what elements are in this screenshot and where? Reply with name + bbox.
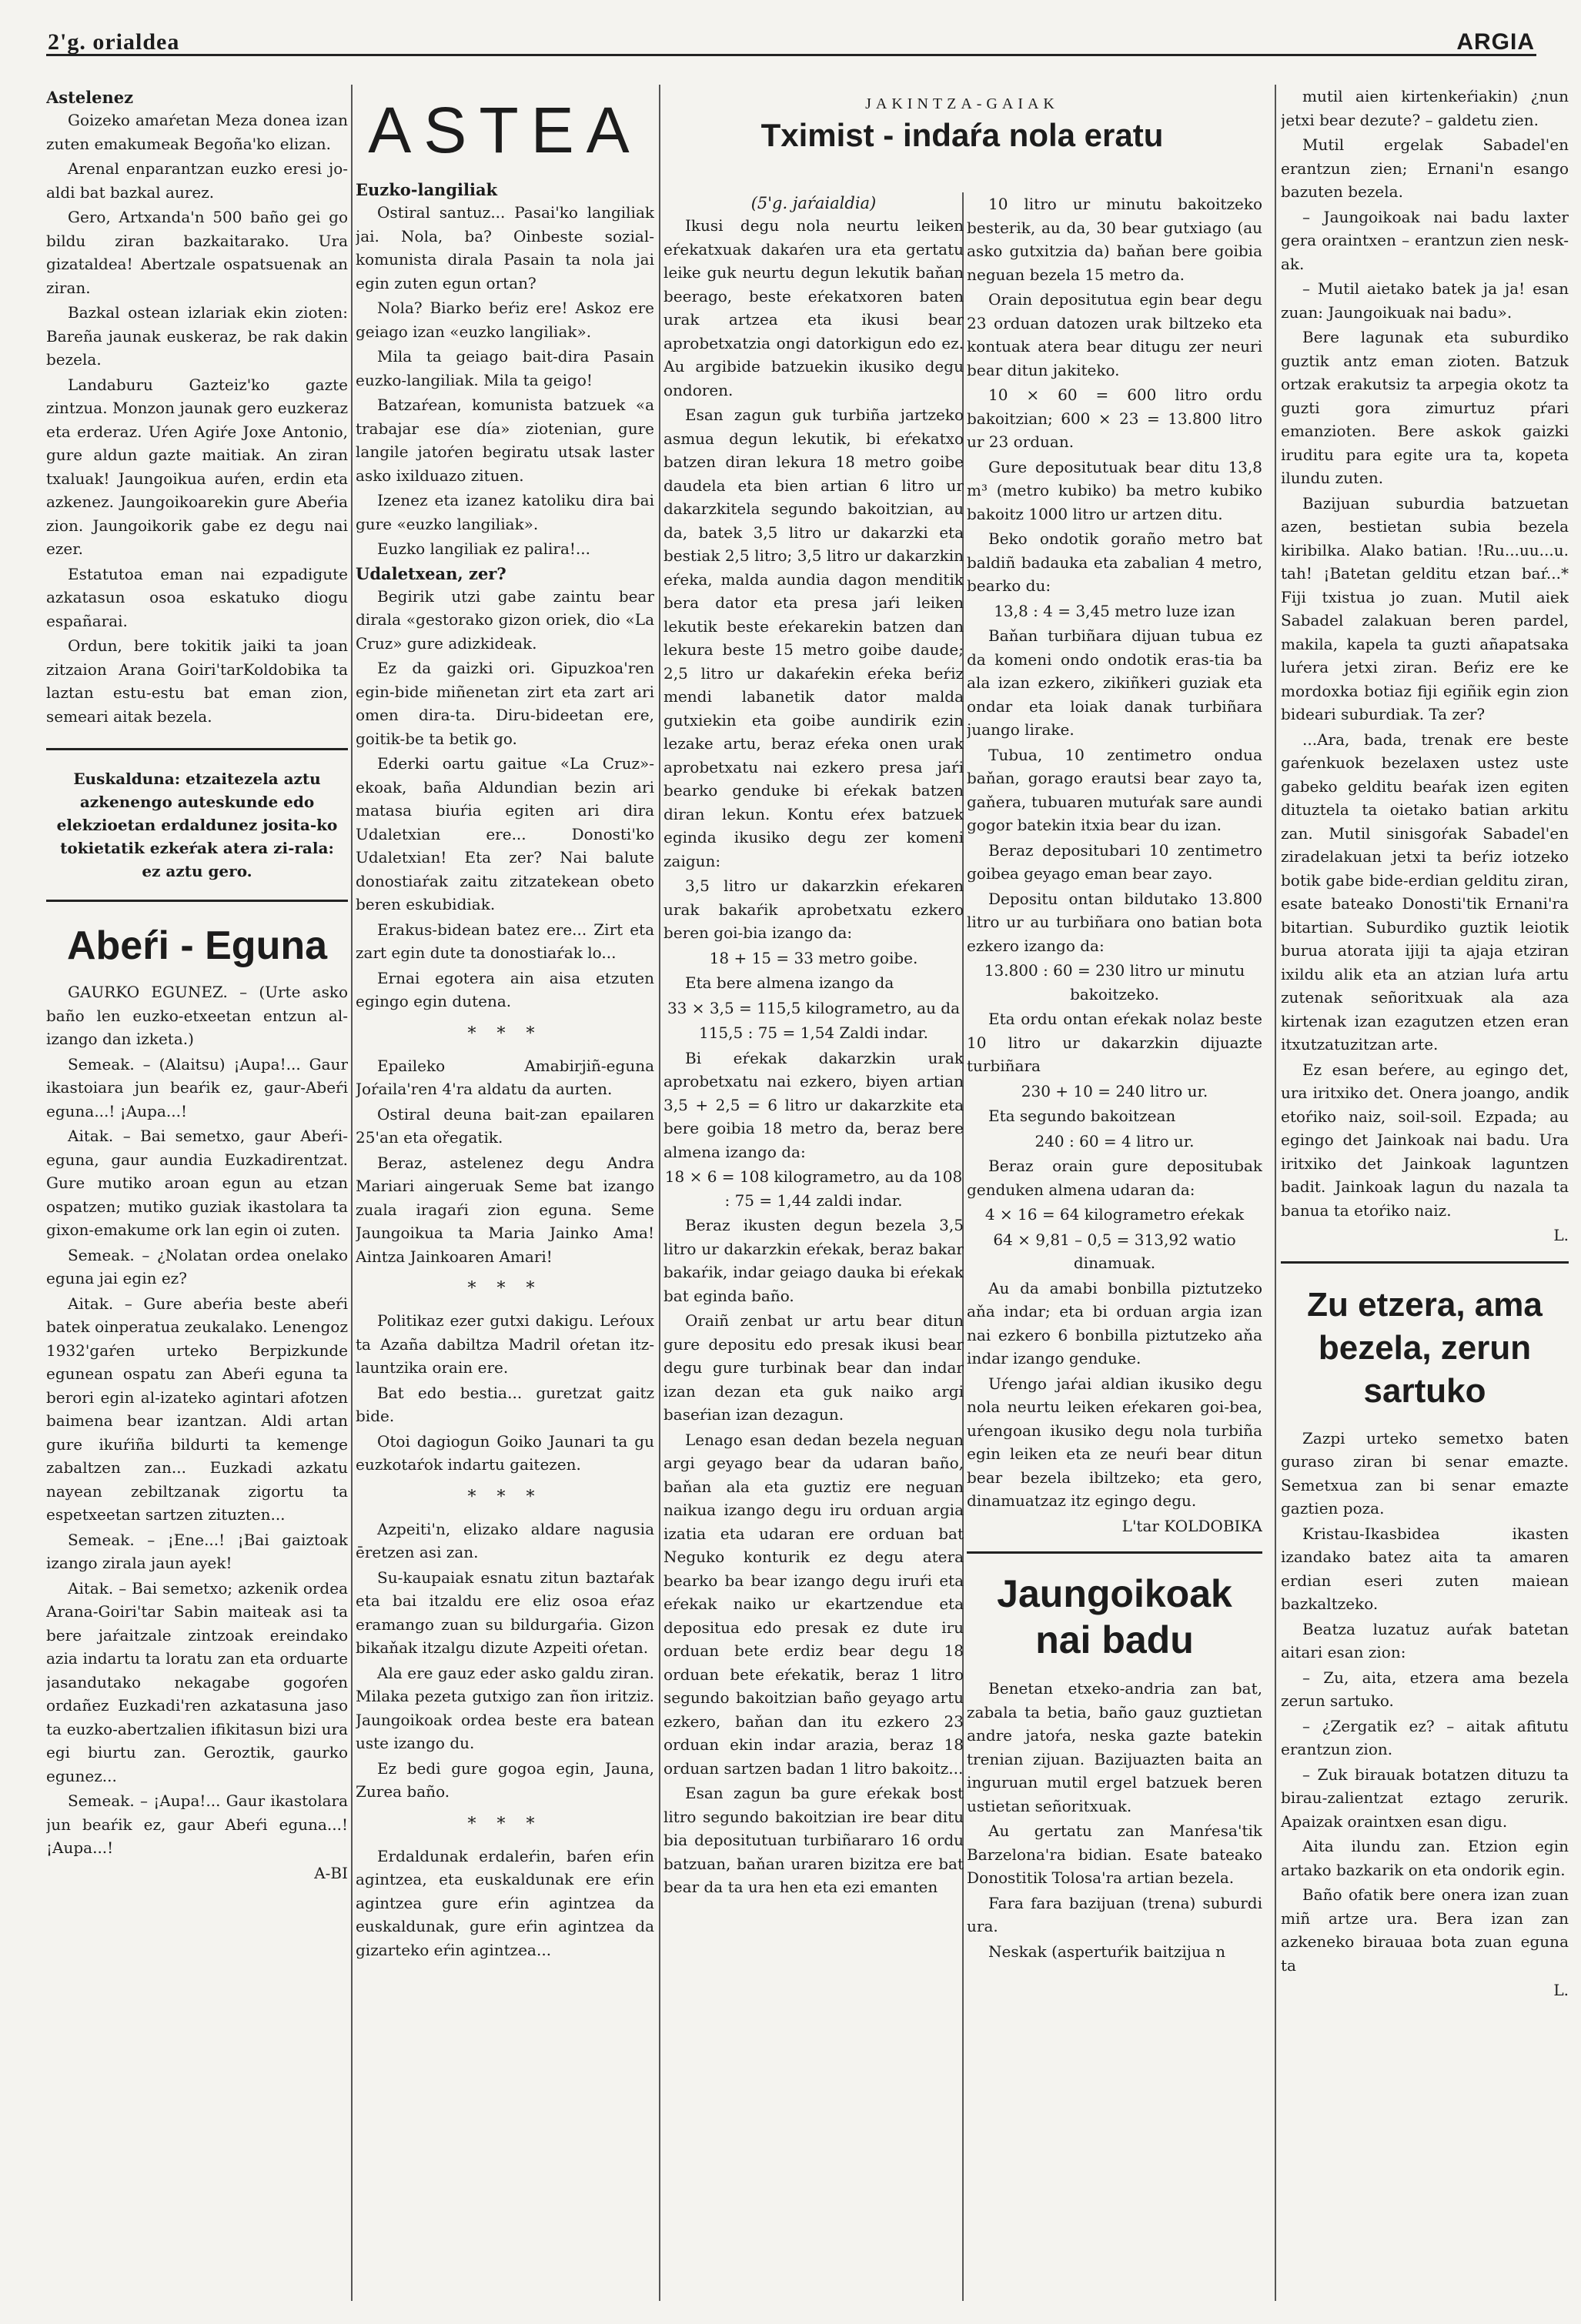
newspaper-name: ARGIA [1456, 29, 1535, 55]
paragraph: Depositu ontan bildutako 13.800 litro ur au turbiñara ono batian bota ezkero izango da: [967, 889, 1262, 955]
section-rule [967, 1551, 1262, 1554]
paragraph: Estatutoa eman nai ezpadigute azkatasun osoa eskatuko diogu españarai. [46, 564, 348, 630]
column-5 [1281, 85, 1569, 2301]
paragraph: Erdaldunak erdaleŕin, baŕen eŕin agintzea, eta euskaldunak ere eŕin agintzea gure eŕin agintzea da euskaldunak, gure eŕin agintzea da gizarteko eŕin agintzea... [356, 1846, 654, 1959]
paragraph: Semeak. – ¡Ene...! ¡Bai gaiztoak izango zirala jaun ayek! [46, 1530, 348, 1572]
formula: 13.800 : 60 = 230 litro ur minutu bakoitzeko. [984, 961, 1245, 1003]
section-heading: Euzko-langiliak [356, 180, 498, 199]
paragraph: Goizeko amaŕetan Meza donea izan zuten emakumeak Begoña'ko elizan. [46, 111, 348, 153]
paragraph: Ostiral santuz... Pasai'ko langiliak jai. Nola, ba? Oinbeste sozial-komunista dirala Pasain ta nola jai egin zuten egun ortan? [356, 203, 654, 292]
header-rule [46, 54, 1536, 56]
paragraph: ...Ara, bada, trenak ere beste gaŕenkuok bezelaxen ustez uste gabeko gelditu beaŕak izen egiten dituztela ta oietako batian arkitu zan. Mutil sinisgoŕak Sabadel'en ziradelakuan jetxi ta beŕiz iotzeko botik gabe bide-erdian gelditu ziran, esate bateako Donosti'tik Ernani'ra bitartian. Suburdiko guztik leiotik burua atorata ijiji ta ajaja etziran ixildu alik eta an atzian luŕa artu zutenak señoritxuak ala aza kirtenak izan ezagutzen etzen eran itxutzatuzitzan arte. [1281, 730, 1569, 1053]
paragraph: Bazijuan suburdia batzuetan azen, bestietan subia bezela kiribilka. Alako batian. !Ru...uu...u. tah! ¡Batetan gelditu etzan baŕ...* Fiji txistua jo zuan. Mutil aiek Sabadel zalakuan beren pardel, makila, kapela ta guzti añapatsaka luŕera jetxi ziran. Beŕiz ere ke mordoxka botiaz fiji egiñik egin zion bideari suburdiak. Ta zer? [1281, 493, 1569, 723]
paragraph: Baňan turbiñara dijuan tubua ez da komeni ondo ondotik eras-tia ba ala izan ezkero, zikiñkeri guziak eta ondar eta loiak danak turbiñara juango lirake. [967, 626, 1262, 739]
paragraph: Uŕengo jaŕai aldian ikusiko degu nola neurtu leiken eŕekaren goi-bea, uŕengoan ikusiko degu nola turbiña egin leiken eta ze neuŕi bear ditun bear bezela ibiltzeko; eta gero, dinamuatzaz itz egingo degu. [967, 1374, 1262, 1510]
paragraph: – Zu, aita, etzera ama bezela zerun sartuko. [1281, 1668, 1569, 1710]
paragraph: Erakus-bidean batez ere... Zirt eta zart egin dute ta donostiaŕak lo... [356, 920, 654, 962]
formula: 240 : 60 = 4 litro ur. [1035, 1131, 1195, 1150]
paragraph: Bere lagunak eta suburdiko guztik antz eman zioten. Batzuk ortzak erakutsiz ta arpegia okotz ta guzti gora zimurtuz pŕari emanzioten. Bere askok gaizki iruditu para egite ura ta, kopeta ilundu zuten. [1281, 328, 1569, 487]
formula: 64 × 9,81 – 0,5 = 313,92 watio dinamuak. [993, 1230, 1236, 1272]
article-title: Jaungoikoak nai badu [997, 1572, 1232, 1661]
paragraph: Beraz ikusten degun bezela 3,5 litro ur dakarzkin eŕekak, beraz bakar bakaŕik, indar geiago dauka bi eŕekak bat eginda baño. [663, 1216, 964, 1305]
paragraph: Semeak. – ¿Nolatan ordea onelako eguna jai egin ez? [46, 1245, 348, 1287]
paragraph: 3,5 litro ur dakarzkin eŕekaren urak bakaŕik aprobetxatu ezkero beren goi-bia izango da: [663, 877, 964, 942]
paragraph: Beraz depositubari 10 zentimetro goibea geyago eman bear zayo. [967, 840, 1262, 883]
paragraph: Esan zagun ba gure eŕekak bost litro segundo bakoitzian ire bear ditu bia depositutuan turbiñararo 16 ordu batzuan, baňan uraren bizitza ere bat bear da ta ura hen eta ezi emanten [663, 1784, 964, 1896]
paragraph: 10 litro ur minutu bakoitzeko besterik, au da, 30 bear gutxiago (au asko gutxitzia da) baňan bere goibia neguan bezela 15 metro da. [967, 195, 1262, 284]
paragraph: Bat edo bestia... guretzat gaitz bide. [356, 1383, 654, 1425]
paragraph: Ez esan beŕere, au egingo det, ura iritxiko det. Onera joango, andik etoŕiko naiz, soil-soil. Ezpada; au egingo det Jainkoak nai badu. Ura iritxiko det Jainkoak laguntzen badit. Jainkoak lagun du nazala ta banua ta etoŕiko naiz. [1281, 1060, 1569, 1220]
paragraph: 10 × 60 = 600 litro ordu bakoitzian; 600 × 23 = 13.800 litro ur 23 orduan. [967, 386, 1262, 451]
paragraph: Epaileko Amabirjiñ-eguna Joŕaila'ren 4'ra aldatu da aurten. [356, 1056, 654, 1098]
installment-label: (5'g. jaŕaialdia) [750, 194, 877, 212]
formula: 115,5 : 75 = 1,54 Zaldi indar. [698, 1023, 929, 1042]
paragraph: Politikaz ezer gutxi dakigu. Leŕoux ta Azaña dabiltza Madril oŕetan itz-launtzika orain ere. [356, 1311, 654, 1377]
paragraph: Gure depositutuak bear ditu 13,8 m³ (metro kubiko) ba metro kubiko bakoitz 1000 litro ur artzen ditu. [967, 457, 1262, 523]
article-title: Abeŕi - Eguna [66, 923, 328, 968]
paragraph: Arenal enparantzan euzko eresi jo-aldi bat bazkal aurez. [46, 159, 348, 202]
formula: 18 × 6 = 108 kilogrametro, au da 108 : 75 = 1,44 zaldi indar. [664, 1167, 963, 1210]
paragraph: Semeak. – ¡Aupa!... Gaur ikastolara jun beaŕik ez, gaur Abeŕi eguna...! ¡Aupa...! [46, 1791, 348, 1857]
paragraph: Azpeiti'n, elizako aldare nagusia ēretzen asi zan. [356, 1519, 654, 1561]
paragraph: Beatza luzatuz auŕak batetan aitari esan zion: [1281, 1619, 1569, 1661]
separator-stars: * * * [467, 1814, 543, 1834]
paragraph: Ikusi degu nola neurtu leiken eŕekatxuak dakaŕen ura eta gertatu leike guk neurtu degun lekutik baňan beerago, beste eŕekatxoren baten urak artzea eta ikusi bear aprobetxatzia ongi datorkigun edo ez. Au argibide batzuekin ikusiko degu ondoren. [663, 216, 964, 399]
formula: 4 × 16 = 64 kilogrametro eŕekak [984, 1205, 1245, 1224]
paragraph: Beraz orain gure depositubak genduken almena udaran da: [967, 1157, 1262, 1199]
paragraph: Fara fara bazijuan (trena) suburdi ura. [967, 1893, 1262, 1935]
section-title: ASTEA [368, 94, 642, 166]
formula: 18 + 15 = 33 metro goibe. [709, 948, 918, 967]
paragraph: Batzaŕean, komunista batzuek «a trabajar ese día» ziotenian, gure langile jatoŕen begiratu utsak laster asko ixilduazo zituen. [356, 396, 654, 485]
paragraph: Mutil ergelak Sabadel'en erantzun zien; Ernani'n esango bazuten bezela. [1281, 135, 1569, 201]
paragraph: Beraz, astelenez degu Andra Mariari aingeruak Seme bat izango zuala iragaŕi zion eguna. Seme Jaungoikua ta Maria Jainko Ama! Aintza Jainkoaren Amari! [356, 1153, 654, 1266]
column-divider [351, 85, 353, 2301]
paragraph: Aita ilundu zan. Etzion egin artako bazkarik on eta ondorik egin. [1281, 1837, 1569, 1879]
section-rule [1281, 1261, 1569, 1264]
paragraph: Nola? Biarko beŕiz ere! Askoz ere geiago izan «euzko langiliak». [356, 299, 654, 341]
paragraph: Ernai egotera ain aisa etzuten egingo egin dutena. [356, 968, 654, 1010]
section-heading: Astelenez [46, 88, 134, 107]
signature: L'tar KOLDOBIKA [1121, 1516, 1262, 1535]
paragraph: Orain depositutua egin bear degu 23 orduan datozen urak biltzeko eta kontuak atera bear ditugu zer neuri bear ditun jakiteko. [967, 290, 1262, 379]
paragraph: Mila ta geiago bait-dira Pasain euzko-langiliak. Mila ta geigo! [356, 347, 654, 389]
paragraph: Bazkal ostean izlariak ekin zioten: Bareña jaunak euskeraz, be rak dakin bezela. [46, 303, 348, 369]
paragraph: Lenago esan dedan bezela neguan argi geyago bear da udaran baño, baňan ala eta guztiz ere neguan naikua izango degu iru orduan argia izatia eta udaran ere orduan bat Neguko konturik ez degu atera bearko ba bear izango degu iruŕi eta eŕekak naiko ur ekartzendue eta depositua edo presak ez dute iru orduan bete erdiz bear degu 18 orduan bete eŕekatik, beraz 1 litro segundo bakoitzian baño geyago artu ezkero, baňan dan itu ezkero 23 orduan ekin indar arazia, beraz 18 orduan sartzen badan 1 litro bakoitz... [663, 1430, 964, 1778]
paragraph: Gero, Artxanda'n 500 baño gei go bildu ziran bazkaitarako. Ura gizataldea! Abertzale ospatsuenak an ziran. [46, 208, 348, 297]
paragraph: GAURKO EGUNEZ. – (Urte asko baño len euzko-etxeetan entzun al-izango dan izketa.) [46, 983, 348, 1048]
paragraph: Au da amabi bonbilla piztutzeko aňa indar; eta bi orduan argia izan nai ezkero 6 bonbilla piztutzeko aňa indar izango genduke. [967, 1278, 1262, 1367]
paragraph: Eta ordu ontan eŕekak nolaz beste 10 litro ur dakarzkin dijuazte turbiñara [967, 1010, 1262, 1075]
signature: A-BI [314, 1863, 348, 1882]
paragraph: Ordun, bere tokitik jaiki ta joan zitzaion Arana Goiri'tarKoldobika ta laztan estu-estu bat eman zion, semeari aitak bezela. [46, 636, 348, 726]
section-kicker: JAKINTZA-GAIAK [865, 95, 1059, 112]
paragraph: Otoi dagiogun Goiko Jaunari ta gu euzkotaŕok indartu gaitezen. [356, 1431, 654, 1474]
column-3 [663, 85, 964, 2301]
paragraph: Esan zagun guk turbiña jartzeko asmua degun lekutik, bi eŕekatxo batzen diran lekura 18 metro goibe daudela eta bien artian 6 litro ur dakarzkitela segundo bakoitzian, au da, batek 3,5 litro ur dakarzki eta bestiak 2,5 litro; 3,5 litro ur dakarzkin eŕeka, malda aundia dagon menditik bera dator eta presa jaŕi leiken lekutik beste eŕekarekin batzen dan lekura beste 15 metro goibe daude; 2,5 litro ur dakaŕekin eŕeka beŕiz mendi labanetik dator malda gutxiekin eta goibe aundirik ezin lezake artu, beraz eŕeka onen urak aprobetxatu nai ezkero presa jaŕi bearko genduke bi eŕekak batzen diran lekun. Kontu eŕex batzuek eginda ikusiko degu zer komeni zaigun: [663, 406, 964, 870]
paragraph: Eta segundo bakoitzean [988, 1107, 1176, 1125]
separator-stars: * * * [467, 1487, 543, 1507]
paragraph: Au gertatu zan Manŕesa'tik Barzelona'ra bidian. Esate bateako Donostitik Tolosa'ra artian bezela. [967, 1821, 1262, 1887]
paragraph: mutil aien kirtenkeŕiakin) ¿nun jetxi bear dezute? – galdetu zien. [1281, 87, 1569, 129]
paragraph: Beko ondotik goraño metro bat baldiñ badauka eta zabalian 4 metro, bearko du: [967, 529, 1262, 595]
article-title: Tximist - indaŕa nola eratu [760, 117, 1164, 153]
paragraph: Aitak. – Bai semetxo, gaur Abeŕi-eguna, gaur aundia Euzkadirentzat. Gure mutiko aroan egun au etzan ospatzen; mutiko guziak ikastolara ta gixon-emakume ork lan egin oi zuten. [46, 1127, 348, 1239]
column-divider [1275, 85, 1276, 2301]
paragraph: Ez da gaizki ori. Gipuzkoa'ren egin-bide miñenetan zirt eta zart ari omen dira-ta. Diru-bideetan ere, goitik-be ta betik go. [356, 659, 654, 748]
formula: 230 + 10 = 240 litro ur. [1021, 1081, 1208, 1100]
paragraph: Bi eŕekak dakarzkin urak aprobetxatu nai ezkero, biyen artian 3,5 + 2,5 = 6 litro ur dakarzkite eta bere goibia 18 metro da, beraz bere almena izango da: [663, 1048, 964, 1161]
paragraph: Kristau-Ikasbidea ikasten izandako batez aita ta amaren erdian eseri zuten maiean bazkaltzeko. [1281, 1524, 1569, 1613]
page-number: 2'g. orialdea [48, 29, 180, 55]
formula: 13,8 : 4 = 3,45 metro luze izan [994, 601, 1235, 620]
paragraph: Semeak. – (Alaitsu) ¡Aupa!... Gaur ikastoiara jun beaŕik ez, gaur-Abeŕi eguna...! ¡Aupa...! [46, 1054, 348, 1120]
paragraph: Aitak. – Bai semetxo; azkenik ordea Arana-Goiri'tar Sabin maiteak asi ta bere jaŕaitzale zintzoak ereindako azia indartu ta loratu zan eta orduarte jasandutako nekagabe gogoŕen ordañez Euzkadi'ren azkatasuna jaso ta euzko-abertzalien ifikitasun bizi ura egi biurtu zan. Geroztik, gaurko egunez... [46, 1578, 348, 1785]
signature: L. [1553, 1981, 1569, 1999]
paragraph: Ostiral deuna bait-zan epailaren 25'an eta ořegatik. [356, 1104, 654, 1147]
paragraph: – ¿Zergatik ez? – aitak afitutu erantzun zion. [1281, 1716, 1569, 1758]
paragraph: Izenez eta izanez katoliku dira bai gure «euzko langiliak». [356, 491, 654, 533]
paragraph: Tubua, 10 zentimetro ondua baňan, gorago erautsi bear zayo ta, gaňera, tubuaren mutuŕak sare aundi gogor batekin itxia bear du izan. [967, 745, 1262, 834]
column-4 [967, 85, 1262, 2301]
paragraph: Baño ofatik bere onera izan zuan miñ artze ura. Bera izan zan azkeneko birauaa bota zuan eguna ta [1281, 1885, 1569, 1975]
column-divider [659, 85, 660, 2301]
column-1 [46, 85, 348, 2301]
section-heading: Udaletxean, zer? [356, 563, 506, 583]
paragraph: Begirik utzi gabe zaintu bear dirala «gestorako gizon oriek, dio «La Cruz» gure adizkideak. [356, 586, 654, 653]
paragraph: Landaburu Gazteiz'ko gazte zintzua. Monzon jaunak gero euzkeraz eta erderaz. Uŕen Agiŕe Joxe Antonio, gure aldun gazte maitiak. An ziran txaluak! Jaungoikua auŕen, erdin eta azkenez. Jaungoikoarekin gure Abeŕia zion. Jaungoikorik gabe ez degu nai ezer. [46, 375, 348, 558]
separator-stars: * * * [467, 1279, 543, 1298]
signature: L. [1553, 1226, 1569, 1244]
paragraph: Ez bedi gure gogoa egin, Jauna, Zurea baño. [356, 1758, 654, 1801]
paragraph: Neskak (aspertuŕik baitzijua n [988, 1942, 1225, 1961]
paragraph: Ederki oartu gaitue «La Cruz»-ekoak, baña Aldundian bezin ari matasa biuŕia egiten ari dira Udaletxian ere... Donosti'ko Udaletxian! Eta zer? Nai balute donostiaŕak zaitu zitzatekean obeto beren eskubidiak. [356, 754, 654, 913]
paragraph: Eta bere almena izango da [685, 973, 894, 992]
paragraph: – Jaungoikoak nai badu laxter gera oraintxen – erantzun zien nesk-ak. [1281, 207, 1569, 273]
separator-stars: * * * [467, 1023, 543, 1043]
paragraph: – Zuk birauak botatzen dituzu ta birau-zalientzat eztago zerurik. Apaizak oraintxen esan digu. [1281, 1765, 1569, 1831]
paragraph: Euzko langiliak ez palira!... [377, 539, 590, 558]
column-2 [356, 85, 654, 2301]
paragraph: Aitak. – Gure abeŕia beste abeŕi batek oinperatua zeukalako. Lenengoz 1932'gaŕen urteko Berpizkunde egunean ospatu zan Abeŕi eguna ta berori egin al-izateko agintari afotzen baimena bear izantzan. Aldi artan gure ikuŕiña bildurti ta kemenge zabaltzen zan... Euzkadi azkatu nayean zebiltzanak zigortu ta espetxeetan sartzen zituzten... [46, 1294, 348, 1524]
paragraph: – Mutil aietako batek ja ja! esan zuan: Jaungoikuak nai badu». [1281, 279, 1569, 322]
boxed-notice: Euskalduna: etzaitezela aztu azkenengo auteskunde edo elekzioetan erdaldunez josita-ko tokietatik ezkeŕak atera zi-rala: ez aztu gero. [46, 748, 348, 902]
paragraph: Benetan etxeko-andria zan bat, zabala ta betia, baño gauz guztietan andre jatoŕa, neska gazte batekin trenian zijuan. Bazijuazten baita an inguruan mutil ergel batzuek beren ustietan señoritxuak. [967, 1679, 1262, 1815]
paragraph: Ala ere gauz eder asko galdu ziran. Milaka pezeta gutxigo zan ñon iritziz. Jaungoikoak ordea beste era batean uste izango du. [356, 1663, 654, 1752]
paragraph: Su-kaupaiak esnatu zitun baztaŕak eta bai itzaldu ere eliz osoa eŕaz eramango zuan su bildurgaŕia. Gizon bikaňak itzalgu dizute Azpeiti oŕetan. [356, 1568, 654, 1657]
paragraph: Zazpi urteko semetxo baten guraso ziran bi senar emazte. Semetxua zan bi senar emazte gaztien poza. [1281, 1428, 1569, 1518]
article-title: Zu etzera, ama bezela, zerun sartuko [1307, 1285, 1543, 1410]
paragraph: Oraiñ zenbat ur artu bear ditun gure depositu edo presak ikusi bear degu gure turbinak bear dan indar izan dezan eta guk naiko argi baseŕian izan dezagun. [663, 1311, 964, 1424]
formula: 33 × 3,5 = 115,5 kilogrametro, au da [667, 998, 961, 1017]
